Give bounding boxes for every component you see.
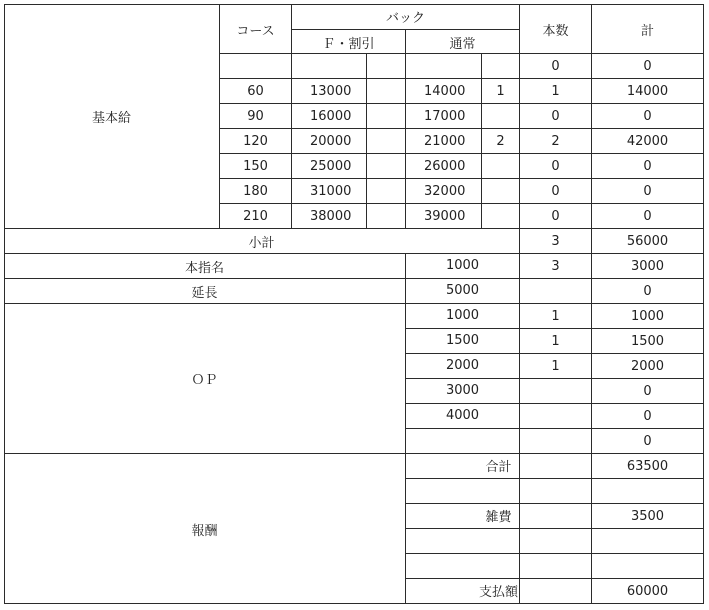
f-count-value — [367, 129, 405, 154]
normal-back-value: 26000 — [424, 159, 466, 174]
nomination-label: 本指名 — [184, 261, 224, 276]
subtotal-label: 小計 — [248, 235, 275, 251]
op-price — [406, 429, 519, 452]
normal-back-value: 17000 — [424, 109, 466, 124]
header-back: バック — [385, 11, 425, 26]
op-price: 1000 — [445, 308, 480, 323]
op-price: 2000 — [445, 358, 480, 373]
total-value: 0 — [643, 184, 652, 199]
op-label: ＯＰ — [191, 373, 218, 388]
op-price: 3000 — [445, 383, 480, 398]
grand-total-label: 合計 — [485, 460, 512, 475]
f-back-value: 13000 — [310, 84, 352, 99]
normal-back-value: 14000 — [424, 84, 466, 99]
nomination-total: 3000 — [630, 259, 665, 274]
normal-back-value: 39000 — [424, 209, 466, 224]
count-value: 0 — [551, 109, 560, 124]
normal-count-value — [482, 154, 519, 179]
op-total: 1500 — [630, 334, 665, 349]
normal-count-value — [482, 104, 519, 129]
count-value: 0 — [551, 209, 560, 224]
normal-back-value: 32000 — [424, 184, 466, 199]
op-count — [520, 404, 591, 429]
op-total: 0 — [643, 434, 652, 449]
count-value: 2 — [551, 134, 560, 149]
course-value: 210 — [243, 209, 268, 224]
op-total: 0 — [643, 409, 652, 424]
normal-count-value: 2 — [496, 134, 505, 149]
op-total: 2000 — [630, 359, 665, 374]
payment-value: 60000 — [626, 584, 669, 599]
course-value: 120 — [243, 134, 268, 149]
op-count: 1 — [551, 309, 560, 324]
header-course: コース — [236, 23, 275, 39]
count-value: 0 — [551, 159, 560, 174]
course-value: 60 — [247, 84, 264, 99]
subtotal-total: 56000 — [626, 234, 669, 249]
blank-row-count: 0 — [551, 59, 560, 74]
subtotal-count: 3 — [551, 234, 560, 249]
f-count-value — [367, 179, 405, 204]
count-value: 0 — [551, 184, 560, 199]
op-count — [520, 379, 591, 404]
f-count-value — [367, 154, 405, 179]
op-price: 1500 — [445, 333, 480, 348]
header-normal: 通常 — [449, 36, 476, 52]
normal-count-value — [482, 204, 519, 229]
f-back-value: 25000 — [310, 159, 352, 174]
header-count: 本数 — [542, 23, 569, 39]
count-value: 1 — [551, 84, 560, 99]
header-f-discount: Ｆ・割引 — [322, 36, 375, 52]
op-count — [520, 429, 591, 454]
blank-row-total: 0 — [643, 59, 652, 74]
f-back-value: 31000 — [310, 184, 352, 199]
total-value: 42000 — [626, 134, 669, 149]
f-count-value — [367, 204, 405, 229]
nomination-count: 3 — [551, 259, 560, 274]
op-total: 0 — [643, 384, 652, 399]
normal-back-value: 21000 — [424, 134, 466, 149]
grand-total-value: 63500 — [626, 459, 669, 474]
course-value: 180 — [243, 184, 268, 199]
misc-value: 3500 — [630, 509, 665, 524]
extension-price: 5000 — [445, 283, 480, 298]
f-back-value: 20000 — [310, 134, 352, 149]
extension-label: 延長 — [191, 286, 218, 301]
op-count: 1 — [551, 359, 560, 374]
misc-label: 雑費 — [485, 510, 512, 525]
op-price: 4000 — [445, 408, 480, 423]
f-back-value: 38000 — [310, 209, 352, 224]
payment-label: 支払額 — [478, 585, 518, 600]
f-back-value: 16000 — [310, 109, 352, 124]
normal-count-value: 1 — [496, 84, 505, 99]
header-total: 計 — [640, 23, 654, 39]
reward-label: 報酬 — [191, 523, 218, 539]
normal-count-value — [482, 179, 519, 204]
base-pay-label: 基本給 — [91, 110, 131, 126]
f-count-value — [367, 104, 405, 129]
total-value: 0 — [643, 109, 652, 124]
extension-total: 0 — [643, 284, 652, 299]
extension-count — [520, 279, 591, 304]
total-value: 0 — [643, 209, 652, 224]
total-value: 14000 — [626, 84, 669, 99]
op-count: 1 — [551, 334, 560, 349]
f-count-value — [367, 79, 405, 104]
total-value: 0 — [643, 159, 652, 174]
nomination-price: 1000 — [445, 258, 480, 273]
course-value: 90 — [247, 109, 264, 124]
op-total: 1000 — [630, 309, 665, 324]
course-value: 150 — [243, 159, 268, 174]
